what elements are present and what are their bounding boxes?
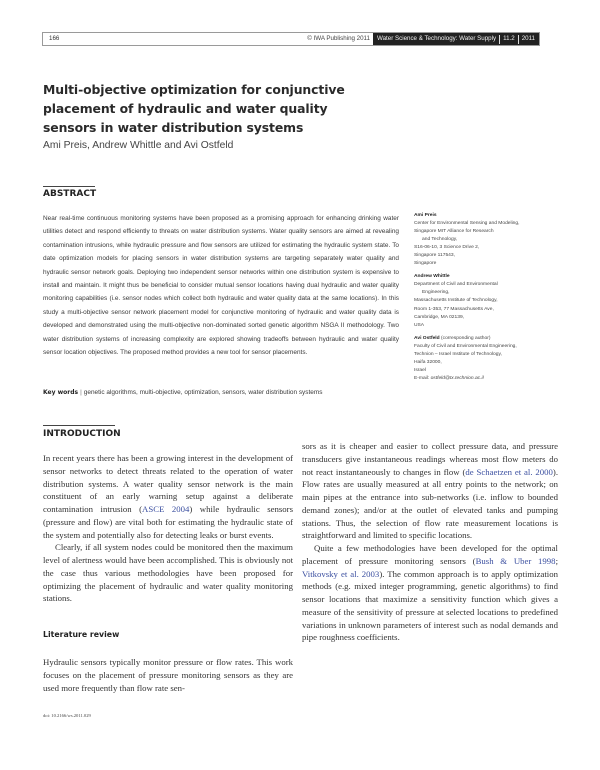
affiliation-name: Avi Ostfeld: [414, 335, 440, 341]
section-rule: [43, 425, 115, 426]
paragraph: Clearly, if all system nodes could be monitored then the maximum level of alertness would have been accomplished. This is obviously not the case thus various methodologies have been proposed for optimizing the placement of hydraulic and water quality monitoring stations.: [43, 542, 293, 604]
keywords-list: genetic algorithms, multi-objective, optimization, sensors, water distribution systems: [83, 389, 323, 396]
divider: [499, 35, 500, 44]
affiliation-line: and Technology,: [422, 237, 458, 243]
email-label: E-mail:: [414, 375, 430, 381]
affiliation-line: Technion – Israel Institute of Technology,: [414, 351, 502, 357]
right-column: [302, 440, 558, 644]
subsection-heading: Literature review: [43, 630, 120, 639]
affiliation-line: Israel: [414, 367, 426, 373]
paragraph-text: ). The common approach is to apply optimization methods (e.g. mixed integer programming, genetic algorithms) to find sensor locations that maximize a sensitivity function which gives a measure of the sensitivity of pressure at selected locations to predefined variations in unknown parameters of interest such as nodal demands and pipe roughness coefficients.: [302, 568, 558, 643]
affiliation-line: Singapore 117543,: [414, 253, 455, 259]
page-number: 166: [49, 35, 60, 42]
paragraph-text: sors as it is cheaper and easier to collect pressure data, and pressure transducers give instantaneous readings whereas most flow meters do not react instantaneously to changes in flow (: [302, 441, 558, 477]
doi: doi: 10.2166/ws.2011.029: [43, 713, 91, 718]
paragraph-text: ;: [555, 555, 558, 566]
paragraph-text: ) while hydraulic sensors (pressure and flow) are vital both for estimating the hydraulic state of the system and potentially also for detecting leaks or burst events.: [43, 504, 293, 540]
citation-link[interactable]: Bush & Uber 1998: [475, 555, 556, 566]
affiliation-line: Massachusetts Institute of Technology,: [414, 298, 498, 304]
abstract-text: Near real-time continuous monitoring systems have been proposed as a promising approach for enhancing drinking water utilities detect and respond efficiently to threats on water distribution systems. Water quality sensors are aimed at revealing contamination intrusions, while hydraulic pressure and flow sensors are utilized for estimating the hydraulic system state. To date optimization models for placing sensors in water distribution systems are targeting separately water quality and hydraulic sensor network goals. Deploying two independent sensor networks within one distribution system is expensive to install and maintain. It might thus be beneficial to consider mutual sensor locations having dual hydraulic and water quality monitoring capabilities (i.e. sensor nodes which collect both hydraulic and water quality data at the same locations). In this study a multi-objective sensor network placement model for conjunctive monitoring of hydraulic and water quality data is developed and demonstrated using the multi-objective non-dominated sorted genetic algorithm NSGA II methodology. Two water distribution systems of increasing complexity are explored showing tradeoffs between hydraulic and water quality sensor location objectives. The proposed method provides a new tool for sensor placements.: [43, 215, 399, 357]
journal-volume: 11.2: [503, 35, 515, 42]
left-column: [43, 452, 293, 605]
header-spacer: [59, 33, 307, 45]
affiliation-name: Andrew Whittle: [414, 274, 450, 280]
corresponding-note: (corresponding author): [441, 335, 491, 341]
affiliation-line: Haifa 32000,: [414, 359, 442, 365]
keywords-label: Key words: [43, 389, 79, 396]
paragraph: [302, 440, 558, 542]
paragraph: Hydraulic sensors typically monitor pressure or flow rates. This work focuses on the placement of pressure monitoring sensors as they are used more frequently than flow rate sen-: [43, 657, 293, 693]
paragraph: [43, 452, 293, 541]
affiliations: [414, 212, 574, 388]
journal-year: 2011: [521, 35, 535, 42]
affiliation-block: [414, 273, 574, 329]
affiliation-line: Room 1-353, 77 Massachusetts Ave,: [414, 306, 494, 312]
paragraph: [302, 542, 558, 644]
affiliation-block: [414, 335, 574, 383]
affiliation-line: Center for Environmental Sensing and Modeling,: [414, 221, 520, 227]
divider: [518, 35, 519, 44]
introduction-heading: INTRODUCTION: [43, 429, 121, 439]
affiliation-block: [414, 212, 574, 268]
citation-link[interactable]: de Schaetzen et al. 2000: [465, 466, 553, 477]
article-authors: Ami Preis, Andrew Whittle and Avi Ostfeld: [43, 140, 234, 151]
email-link[interactable]: ostfeld@tx.technion.ac.il: [430, 375, 484, 381]
affiliation-line: Cambridge, MA 02139,: [414, 314, 465, 320]
keywords-separator: |: [80, 389, 82, 396]
affiliation-line: Department of Civil and Environmental: [414, 282, 498, 288]
paragraph-text: Quite a few methodologies have been developed for the optimal placement of pressure monitoring sensors (: [302, 543, 558, 566]
affiliation-line: USA: [414, 322, 425, 328]
article-title: Multi-objective optimization for conjunctive placement of hydraulic and water quality sensors in water distribution systems: [43, 82, 345, 135]
keywords: [43, 389, 403, 396]
affiliation-name: Ami Preis: [414, 213, 437, 218]
affiliation-line: Engineering,: [422, 290, 450, 296]
journal-name: Water Science & Technology: Water Supply: [376, 35, 497, 42]
citation-link[interactable]: ASCE 2004: [142, 504, 190, 514]
left-column-continued: [43, 656, 293, 694]
journal-info: [373, 33, 539, 45]
section-rule: [43, 186, 95, 187]
copyright: © IWA Publishing 2011: [307, 35, 370, 42]
affiliation-line: Singapore: [414, 261, 437, 267]
affiliation-line: Singapore MIT Alliance for Research: [414, 229, 494, 235]
paragraph-text: In recent years there has been a growing interest in the development of sensor networks to detect threats related to the operation of water distribution systems. A water quality sensor network is the main constituent of an early warning setup against a deliberate contamination intrusion (: [43, 453, 293, 514]
citation-link[interactable]: Vitkovsky et al. 2003: [302, 568, 380, 579]
running-header: [42, 32, 540, 46]
affiliation-line: S16-06-10, 3 Science Drive 2,: [414, 245, 480, 251]
paragraph-text: ). Flow rates are usually measured at all entry points to the network; on main pipes at the entrance into sub-networks (i.e. inflow to bounded demand zones); and/or at the outlet of elevated tanks and pumping stations. Thus, the selection of flow rate measurement locations is straightforward and limited to specific locations.: [302, 466, 559, 541]
abstract-heading: ABSTRACT: [43, 189, 97, 199]
affiliation-line: Faculty of Civil and Environmental Engineering,: [414, 343, 517, 349]
